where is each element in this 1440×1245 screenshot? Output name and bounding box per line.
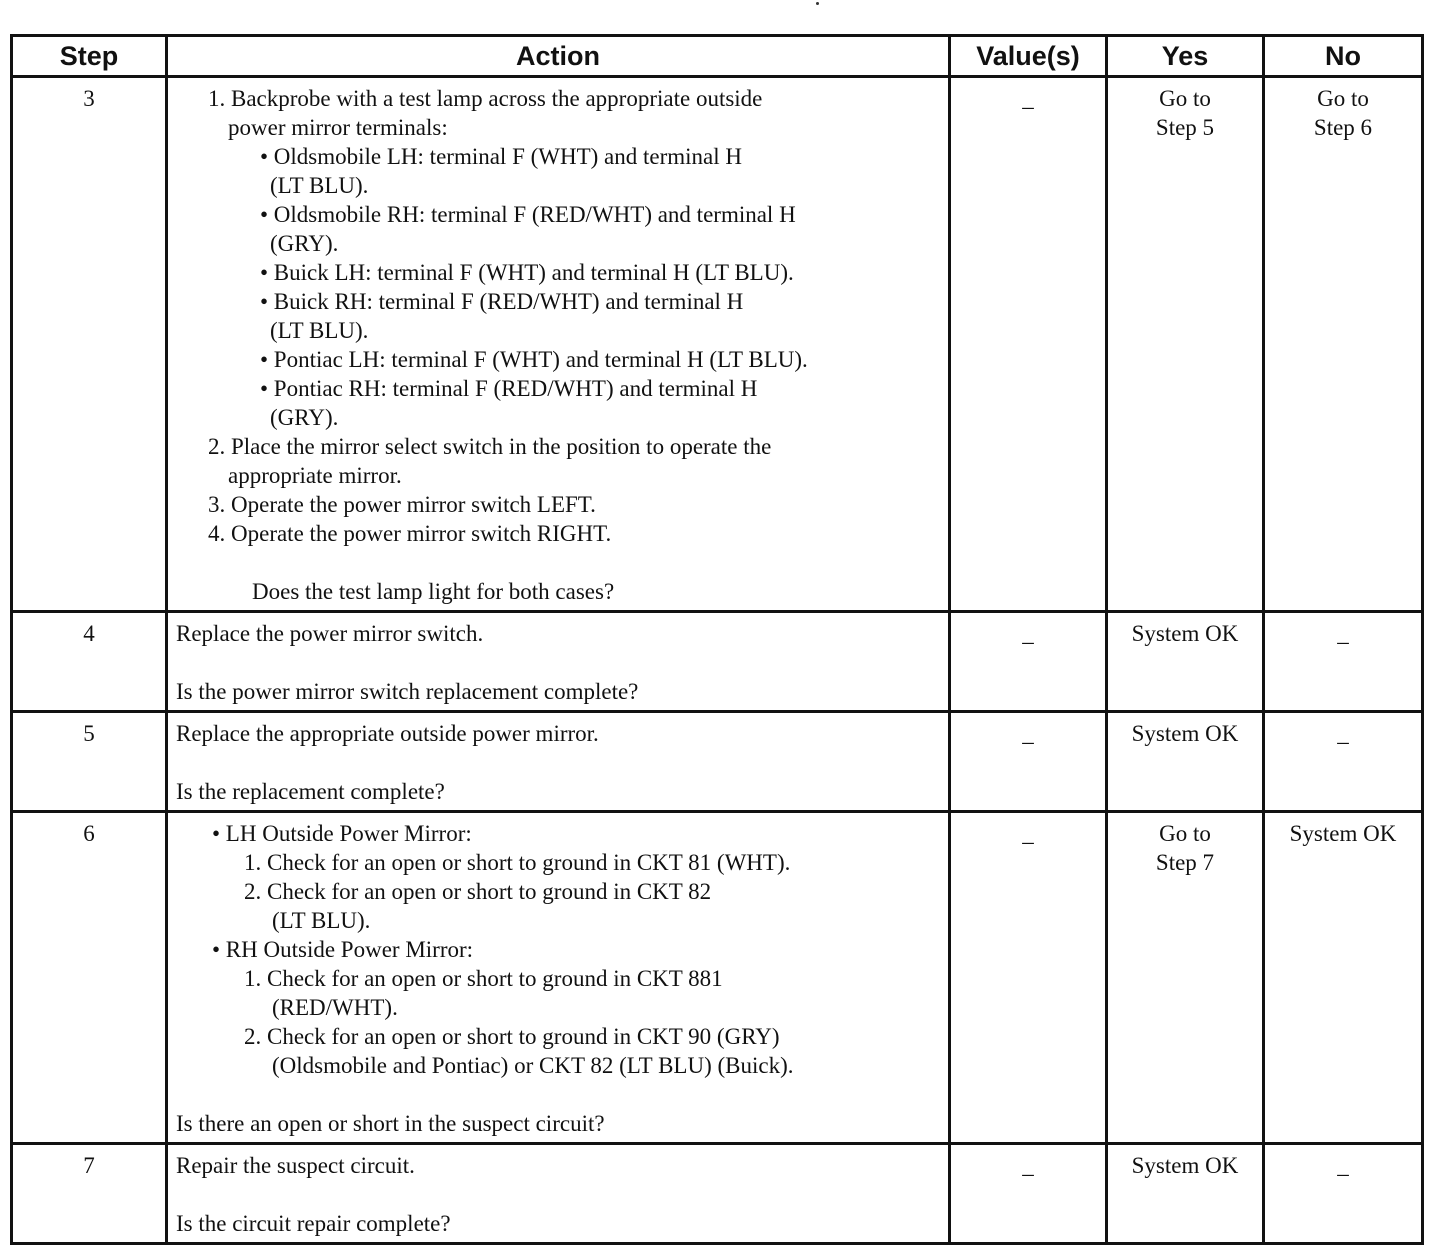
action-line: 1. Check for an open or short to ground in CKT 81 (WHT). <box>244 850 791 875</box>
action-line: • Pontiac RH: terminal F (RED/WHT) and terminal H <box>260 376 758 401</box>
no-line: System OK <box>1289 821 1397 846</box>
yes-cell <box>1107 812 1264 1144</box>
no-line: Step 6 <box>1313 115 1373 140</box>
action-cell <box>167 712 950 812</box>
yes-line: System OK <box>1131 621 1239 646</box>
action-question: Is the power mirror switch replacement complete? <box>176 679 639 704</box>
no-line: _ <box>1337 621 1349 646</box>
no-cell <box>1264 1144 1423 1244</box>
action-question: Is the circuit repair complete? <box>176 1211 451 1236</box>
yes-cell <box>1107 1144 1264 1244</box>
yes-line: System OK <box>1131 721 1239 746</box>
header-action: Action <box>167 36 950 77</box>
value-cell: _ <box>950 612 1107 712</box>
yes-line: Step 5 <box>1155 115 1215 140</box>
yes-line: Go to <box>1159 821 1211 846</box>
step-number: 4 <box>12 612 167 712</box>
action-line: • Buick LH: terminal F (WHT) and terminal H (LT BLU). <box>260 260 794 285</box>
table-row <box>12 77 1423 612</box>
header-step: Step <box>12 36 167 77</box>
action-question: Is the replacement complete? <box>176 779 445 804</box>
no-cell <box>1264 612 1423 712</box>
action-line: • Pontiac LH: terminal F (WHT) and terminal H (LT BLU). <box>260 347 808 372</box>
header-yes: Yes <box>1107 36 1264 77</box>
action-line: power mirror terminals: <box>228 115 448 140</box>
value-cell: _ <box>950 77 1107 612</box>
yes-cell <box>1107 77 1264 612</box>
value-cell: _ <box>950 812 1107 1144</box>
action-line: 2. Check for an open or short to ground in CKT 82 <box>244 879 712 904</box>
step-number: 5 <box>12 712 167 812</box>
action-cell <box>167 77 950 612</box>
header-values: Value(s) <box>950 36 1107 77</box>
yes-line: Step 7 <box>1155 850 1215 875</box>
action-line: 1. Backprobe with a test lamp across the appropriate outside <box>208 86 763 111</box>
action-cell <box>167 812 950 1144</box>
table-row <box>12 1144 1423 1244</box>
action-line: Replace the appropriate outside power mirror. <box>176 721 599 746</box>
action-line: appropriate mirror. <box>228 463 402 488</box>
step-number: 7 <box>12 1144 167 1244</box>
no-line: _ <box>1337 1153 1349 1178</box>
table-row <box>12 712 1423 812</box>
action-line: • LH Outside Power Mirror: <box>212 821 472 846</box>
action-line: • Oldsmobile LH: terminal F (WHT) and terminal H <box>260 144 743 169</box>
action-line: (LT BLU). <box>270 318 369 343</box>
table-row <box>12 612 1423 712</box>
step-number: 6 <box>12 812 167 1144</box>
action-line: 1. Check for an open or short to ground in CKT 881 <box>244 966 723 991</box>
action-line: (GRY). <box>270 405 339 430</box>
yes-line: System OK <box>1131 1153 1239 1178</box>
value-cell: _ <box>950 1144 1107 1244</box>
step-number: 3 <box>12 77 167 612</box>
action-line: 2. Check for an open or short to ground in CKT 90 (GRY) <box>244 1024 780 1049</box>
action-line: (GRY). <box>270 231 339 256</box>
action-line: 3. Operate the power mirror switch LEFT. <box>208 492 596 517</box>
action-line: • RH Outside Power Mirror: <box>212 937 474 962</box>
action-line: (LT BLU). <box>270 173 369 198</box>
action-line: (RED/WHT). <box>272 995 398 1020</box>
action-line: • Buick RH: terminal F (RED/WHT) and terminal H <box>260 289 744 314</box>
table-row <box>12 812 1423 1144</box>
value-cell: _ <box>950 712 1107 812</box>
no-cell <box>1264 812 1423 1144</box>
action-line: 2. Place the mirror select switch in the position to operate the <box>208 434 772 459</box>
action-line: (Oldsmobile and Pontiac) or CKT 82 (LT BLU) (Buick). <box>272 1053 794 1078</box>
action-line: (LT BLU). <box>272 908 371 933</box>
header-no: No <box>1264 36 1423 77</box>
yes-line: Go to <box>1159 86 1211 111</box>
action-line: 4. Operate the power mirror switch RIGHT. <box>208 521 612 546</box>
action-line: • Oldsmobile RH: terminal F (RED/WHT) and terminal H <box>260 202 796 227</box>
action-line: Repair the suspect circuit. <box>176 1153 415 1178</box>
no-cell <box>1264 77 1423 612</box>
diagnostic-table <box>10 34 1424 1245</box>
action-question: Does the test lamp light for both cases? <box>252 579 615 604</box>
no-line: Go to <box>1317 86 1369 111</box>
action-cell <box>167 612 950 712</box>
action-cell <box>167 1144 950 1244</box>
action-question: Is there an open or short in the suspect circuit? <box>176 1111 605 1136</box>
stray-mark <box>816 2 819 5</box>
action-line: Replace the power mirror switch. <box>176 621 484 646</box>
yes-cell <box>1107 712 1264 812</box>
no-cell <box>1264 712 1423 812</box>
header-row <box>12 36 1423 77</box>
no-line: _ <box>1337 721 1349 746</box>
yes-cell <box>1107 612 1264 712</box>
